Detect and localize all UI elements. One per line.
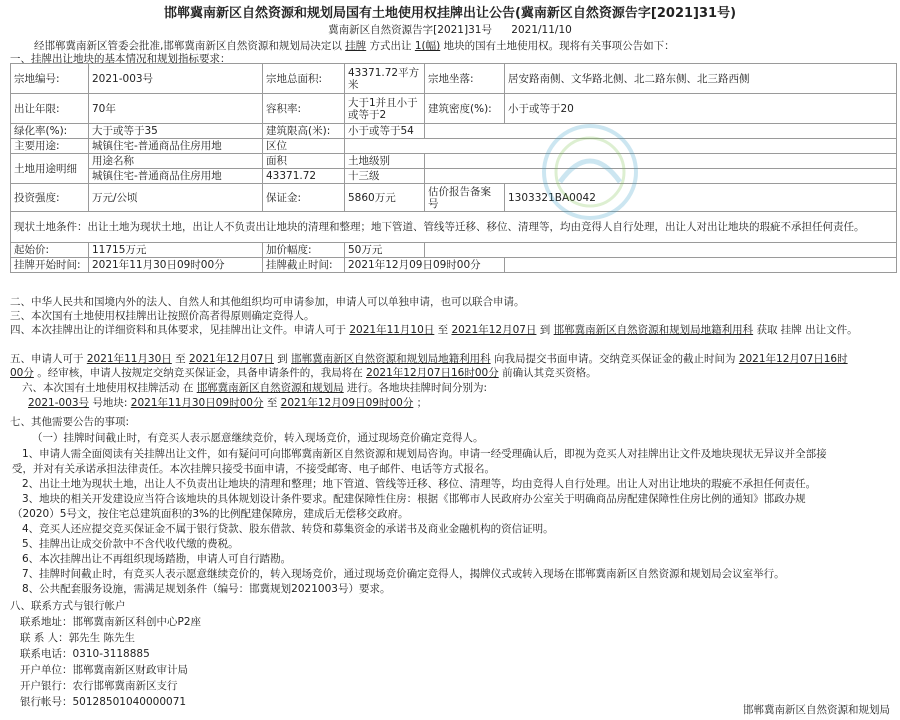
note-7: 7、挂牌时间截止时，有竞买人表示愿意继续竞价的，转入现场竞价，通过现场竞价确定竞得人，揭牌仪式或转入现场在邯郸冀南新区自然资源和规划局会议室举行。 <box>22 568 785 580</box>
note-5: 5、挂牌出让成交价款中不含代收代缴的费税。 <box>22 538 239 550</box>
table-row: 投资强度: 万元/公顷 保证金: 5860万元 估价报告备案号 1303321BA0042 <box>11 184 897 212</box>
land-condition: 现状土地条件：出让土地为现状土地，出让人不负责出让地块的清理和整理；地下管道、管线等迁移、移位、清理等，均由竞得人自行处理，出让人对出让地块的瑕疵不承担任何责任。 <box>11 212 897 243</box>
table-row: 挂牌开始时间: 2021年11月30日09时00分 挂牌截止时间: 2021年12月09日09时00分 <box>11 258 897 273</box>
section-5: 五、申请人可于 2021年11月30日 至 2021年12月07日 到 邯郸冀南新区自然资源和规划局地籍利用科 向我局提交书面申请。交纳竞买保证金的截止时间为 2021年12月07日16时 <box>10 353 848 365</box>
page-title: 邯郸冀南新区自然资源和规划局国有土地使用权挂牌出让公告(冀南新区自然资源告字[2021]31号) <box>163 6 737 21</box>
land-use-detail-label: 土地用途明细 <box>11 154 89 184</box>
bank-name: 开户银行：农行邯郸冀南新区支行 <box>20 680 178 692</box>
note-2: 2、出让土地为现状土地，出让人不负责出让地块的清理和整理；地下管道、管线等迁移、移位、清理等，均由竞得人自行处理。出让人对出让地块的瑕疵不承担任何责任。 <box>22 478 817 490</box>
table-row: 土地用途明细 用途名称 面积 土地级别 <box>11 154 897 169</box>
note-3: 3、地块的相关开发建设应当符合该地块的具体规划设计条件要求。配建保障性住房：根据《邯郸市人民政府办公室关于明确商品房配建保障性住房比例的通知》邯政办规 <box>22 493 806 505</box>
intro-text: 经邯郸冀南新区管委会批准,邯郸冀南新区自然资源和规划局决定以 挂牌 方式出让 1(幅) 地块的国有土地使用权。现将有关事项公告如下： <box>34 40 675 52</box>
table-row: 出让年限: 70年 容积率: 大于1并且小于或等于2 建筑密度(%): 小于或等于20 <box>11 94 897 124</box>
section-8: 八、联系方式与银行帐户 <box>10 600 126 612</box>
note-1-cont: 受，并对有关承诺承担法律责任。本次挂牌只接受书面申请，不接受邮寄、电子邮件、电话等方式报名。 <box>12 463 495 475</box>
section-6-times: 2021-003号 号地块: 2021年11月30日09时00分 至 2021年12月09日09时00分 ； <box>28 397 428 409</box>
contact-phone: 联系电话：0310-3118885 <box>20 648 150 660</box>
section-4: 四、本次挂牌出让的详细资料和具体要求，见挂牌出让文件。申请人可于 2021年11月10日 至 2021年12月07日 到 邯郸冀南新区自然资源和规划局地籍利用科 获取 挂牌 出让文件。 <box>10 324 858 336</box>
table-row: 宗地编号: 2021-003号 宗地总面积: 43371.72平方米 宗地坐落: 居安路南侧、文华路北侧、北二路东侧、北三路西侧 <box>11 64 897 94</box>
section-6: 六、本次国有土地使用权挂牌活动 在 邯郸冀南新区自然资源和规划局 进行。各地块挂牌时间分别为: <box>22 382 488 394</box>
land-info-table <box>10 63 897 273</box>
document-number: 冀南新区自然资源告字[2021]31号 <box>328 24 492 36</box>
section-1-heading: 一、挂牌出让地块的基本情况和规划指标要求： <box>10 53 231 65</box>
table-row: 主要用途: 城镇住宅-普通商品住房用地 区位 <box>11 139 897 154</box>
note-3-cont: （2020）5号文，按住宅总建筑面积的3%的比例配建保障房，建成后无偿移交政府。 <box>12 508 409 520</box>
note-8: 8、公共配套服务设施，需满足规划条件（编号：邯冀规划2021003号）要求。 <box>22 583 391 595</box>
note-6: 6、本次挂牌出让不再组织现场踏勘，申请人可自行踏勘。 <box>22 553 292 565</box>
section-7: 七、其他需要公告的事项: <box>10 416 130 428</box>
document-date: 2021/11/10 <box>511 24 572 36</box>
section-2: 二、中华人民共和国境内外的法人、自然人和其他组织均可申请参加，申请人可以单独申请，也可以联合申请。 <box>10 296 525 308</box>
contact-person: 联 系 人：郭先生 陈先生 <box>20 632 136 644</box>
subtitle <box>0 22 900 37</box>
section-5-cont: 00分 。经审核，申请人按规定交纳竞买保证金，具备申请条件的，我局将在 2021年12月07日16时00分 前确认其竞买资格。 <box>10 367 597 379</box>
section-3: 三、本次国有土地使用权挂牌出让按照价高者得原则确定竞得人。 <box>10 310 315 322</box>
table-row: 城镇住宅-普通商品住房用地 43371.72 十三级 <box>11 169 897 184</box>
account-holder: 开户单位：邯郸冀南新区财政审计局 <box>20 664 188 676</box>
note-1: 1、申请人需全面阅读有关挂牌出让文件，如有疑问可向邯郸冀南新区自然资源和规划局咨询。申请一经受理确认后，即视为竞买人对挂牌出让文件及地块现状无异议并全部接 <box>22 448 827 460</box>
table-row <box>11 212 897 243</box>
contact-address: 联系地址：邯郸冀南新区科创中心P2座 <box>20 616 202 628</box>
table-row: 绿化率(%): 大于或等于35 建筑限高(米): 小于或等于54 <box>11 124 897 139</box>
table-row: 起始价: 11715万元 加价幅度: 50万元 <box>11 243 897 258</box>
section-7-1: （一）挂牌时间截止时，有竞买人表示愿意继续竞价，转入现场竞价，通过现场竞价确定竞得人。 <box>32 432 484 444</box>
note-4: 4、竞买人还应提交竞买保证金不属于银行贷款、股东借款、转贷和募集资金的承诺书及商业金融机构的资信证明。 <box>22 523 554 535</box>
bank-account: 银行帐号：50128501040000071 <box>20 696 187 708</box>
issuer-signature: 邯郸冀南新区自然资源和规划局 <box>743 704 890 716</box>
watermark-logo-icon <box>520 120 660 230</box>
